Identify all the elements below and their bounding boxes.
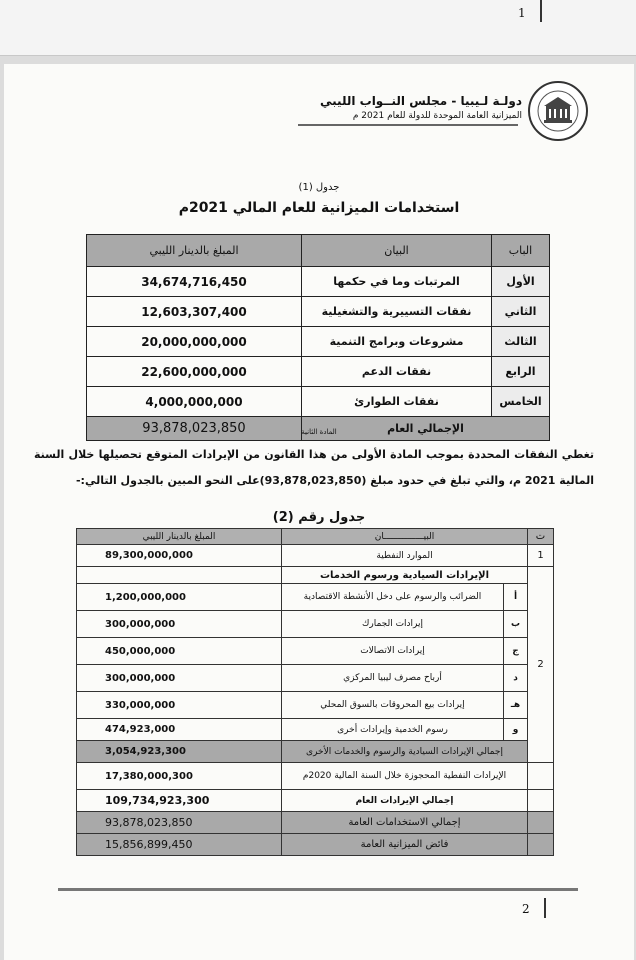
parliament-seal-icon bbox=[527, 80, 589, 142]
subtotal-desc: إجمالي الإيرادات السيادية والرسوم والخدمات الأخرى bbox=[282, 741, 528, 763]
subtotal-amount: 3,054,923,300 bbox=[77, 741, 282, 763]
empty-num-cell bbox=[528, 834, 554, 856]
section-title-row bbox=[77, 567, 554, 584]
header-desc: البيـــــــــــــــان bbox=[282, 529, 528, 545]
table-row bbox=[77, 584, 554, 611]
item-amount: 300,000,000 bbox=[77, 665, 282, 692]
total-revenue-row bbox=[77, 790, 554, 812]
item-letter: ج bbox=[504, 638, 528, 665]
header-subtitle: الميزانية العامة الموحدة للدولة للعام 2021 م bbox=[352, 111, 522, 121]
total-uses-row bbox=[77, 812, 554, 834]
item-amount: 300,000,000 bbox=[77, 611, 282, 638]
empty-num-cell bbox=[528, 763, 554, 790]
header-amount: المبلغ بالدينار الليبي bbox=[77, 529, 282, 545]
row-amount: 4,000,000,000 bbox=[87, 387, 302, 417]
header-bayan: البيان bbox=[302, 235, 492, 267]
table1-title: استخدامات الميزانية للعام المالي 2021م bbox=[178, 200, 460, 216]
section-empty-cell bbox=[77, 567, 282, 584]
header-num: ت bbox=[528, 529, 554, 545]
table-row bbox=[77, 665, 554, 692]
table-row bbox=[87, 387, 550, 417]
frozen-amount: 17,380,000,300 bbox=[77, 763, 282, 790]
row-num: 1 bbox=[528, 545, 554, 567]
row-bab: الرابع bbox=[492, 357, 550, 387]
footer-rule bbox=[58, 888, 578, 891]
table1-header-row bbox=[87, 235, 550, 267]
subtotal-row bbox=[77, 741, 554, 763]
frozen-revenue-row bbox=[77, 763, 554, 790]
table-row bbox=[87, 297, 550, 327]
item-amount: 474,923,000 bbox=[77, 719, 282, 741]
footer-page-number: 2 bbox=[522, 902, 530, 916]
header-title: دولـة لـيبيا - مجلس النــواب الليبي bbox=[320, 94, 522, 108]
table-row bbox=[87, 327, 550, 357]
item-letter: و bbox=[504, 719, 528, 741]
section-num: 2 bbox=[528, 567, 554, 763]
row-bayan: نفقات الدعم bbox=[302, 357, 492, 387]
header-amount: المبلغ بالدينار الليبي bbox=[87, 235, 302, 267]
item-desc: الضرائب والرسوم على دخل الأنشطة الاقتصادية bbox=[282, 584, 504, 611]
item-letter: هـ bbox=[504, 692, 528, 719]
footer-divider bbox=[544, 898, 546, 918]
section-title: الإيرادات السيادية ورسوم الخدمات bbox=[282, 567, 528, 584]
budget-uses-table bbox=[86, 234, 550, 441]
table-row bbox=[87, 357, 550, 387]
item-letter: أ bbox=[504, 584, 528, 611]
row-bayan: نفقات الطوارئ bbox=[302, 387, 492, 417]
item-desc: رسوم الخدمية وإيرادات أخرى bbox=[282, 719, 504, 741]
previous-page-divider bbox=[540, 0, 542, 22]
table-row bbox=[77, 719, 554, 741]
item-amount: 330,000,000 bbox=[77, 692, 282, 719]
row-bayan: مشروعات وبرامج التنمية bbox=[302, 327, 492, 357]
row-amount: 34,674,716,450 bbox=[87, 267, 302, 297]
article-label: المادة الثانية bbox=[301, 428, 337, 436]
item-amount: 450,000,000 bbox=[77, 638, 282, 665]
row-bab: الثاني bbox=[492, 297, 550, 327]
table-row bbox=[87, 267, 550, 297]
previous-page-strip bbox=[0, 0, 636, 56]
table2-title: جدول رقم (2) bbox=[272, 510, 366, 525]
item-amount: 1,200,000,000 bbox=[77, 584, 282, 611]
header-rule bbox=[298, 124, 518, 126]
previous-page-number: 1 bbox=[518, 6, 526, 20]
row-bayan: المرتبات وما في حكمها bbox=[302, 267, 492, 297]
table-row bbox=[77, 692, 554, 719]
surplus-amount: 15,856,899,450 bbox=[77, 834, 282, 856]
item-letter: د bbox=[504, 665, 528, 692]
table2-header-row bbox=[77, 529, 554, 545]
row-amount: 89,300,000,000 bbox=[77, 545, 282, 567]
total-uses-desc: إجمالي الاستخدامات العامة bbox=[282, 812, 528, 834]
row-bab: الثالث bbox=[492, 327, 550, 357]
total-revenue-desc: إجمالي الإيرادات العام bbox=[282, 790, 528, 812]
row-amount: 12,603,307,400 bbox=[87, 297, 302, 327]
total-label: الإجمالي العام bbox=[302, 417, 550, 441]
frozen-desc: الإيرادات النفطية المحجوزة خلال السنة المالية 2020م bbox=[282, 763, 528, 790]
total-uses-amount: 93,878,023,850 bbox=[77, 812, 282, 834]
item-desc: إيرادات الجمارك bbox=[282, 611, 504, 638]
item-desc: أرباح مصرف ليبيا المركزي bbox=[282, 665, 504, 692]
revenue-table bbox=[76, 528, 554, 856]
surplus-desc: فائض الميزانية العامة bbox=[282, 834, 528, 856]
table-row bbox=[77, 611, 554, 638]
row-bayan: نفقات التسييرية والتشغيلية bbox=[302, 297, 492, 327]
row-amount: 20,000,000,000 bbox=[87, 327, 302, 357]
surplus-row bbox=[77, 834, 554, 856]
header-bab: الباب bbox=[492, 235, 550, 267]
total-revenue-amount: 109,734,923,300 bbox=[77, 790, 282, 812]
item-desc: إيرادات الاتصالات bbox=[282, 638, 504, 665]
table-row bbox=[77, 638, 554, 665]
total-amount: 93,878,023,850 bbox=[87, 417, 302, 441]
table1-caption: جدول (1) bbox=[298, 182, 340, 193]
table-row bbox=[77, 545, 554, 567]
row-bab: الخامس bbox=[492, 387, 550, 417]
row-bab: الأول bbox=[492, 267, 550, 297]
empty-num-cell bbox=[528, 812, 554, 834]
row-desc: الموارد النفطية bbox=[282, 545, 528, 567]
item-letter: ب bbox=[504, 611, 528, 638]
item-desc: إيرادات بيع المحروقات بالسوق المحلي bbox=[282, 692, 504, 719]
document-page bbox=[4, 64, 634, 960]
empty-num-cell bbox=[528, 790, 554, 812]
row-amount: 22,600,000,000 bbox=[87, 357, 302, 387]
article-paragraph: تغطي النفقات المحددة بموجب المادة الأولى من هذا القانون من الإيرادات المتوقع تحصيلها خلال السنة المالية 2021 م، والتي تبلغ في حدود مبلغ (93,878,023,850)على النحو المبين بالجدول التالي:- bbox=[34, 448, 594, 487]
